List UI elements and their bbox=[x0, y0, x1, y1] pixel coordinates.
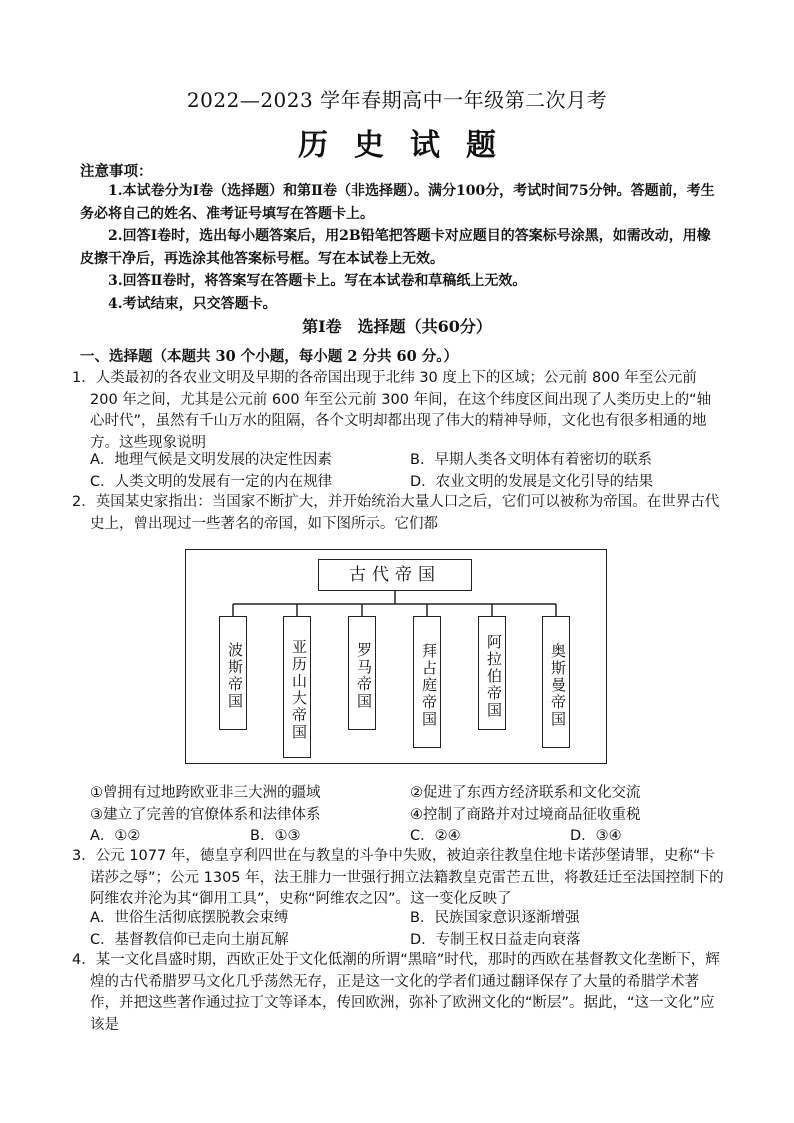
subject-title: 历史试题 bbox=[298, 128, 522, 163]
statement-4: ④控制了商路并对过境商品征收重税 bbox=[410, 806, 641, 823]
option-b: B．民族国家意识逐渐增强 bbox=[410, 910, 580, 926]
option-a: A．世俗生活彻底摆脱教会束缚 bbox=[90, 910, 289, 926]
notice-heading: 注意事项： bbox=[80, 163, 153, 180]
option-b: B．①③ bbox=[250, 828, 301, 844]
question-1-options bbox=[90, 450, 730, 493]
question-2-statements bbox=[90, 783, 730, 848]
empire-persia: 波斯帝国 bbox=[219, 616, 247, 730]
statement-3: ③建立了完善的官僚体系和法律体系 bbox=[90, 806, 321, 823]
notice-item: 4.考试结束，只交答题卡。 bbox=[108, 295, 277, 312]
notice-list bbox=[80, 180, 720, 315]
option-c: C．基督教信仰已走向土崩瓦解 bbox=[90, 931, 289, 948]
option-c: C．②④ bbox=[410, 828, 461, 844]
option-a: A．地理气候是文明发展的决定性因素 bbox=[90, 452, 332, 468]
empire-ottoman: 奥斯曼帝国 bbox=[542, 616, 570, 748]
option-b: B．早期人类各文明体有着密切的联系 bbox=[410, 452, 652, 468]
empire-rome: 罗马帝国 bbox=[348, 616, 376, 730]
notice-item: 3.回答Ⅱ卷时，将答案写在答题卡上。写在本试卷和草稿纸上无效。 bbox=[108, 273, 527, 289]
question-stem: 2．英国某史家指出：当国家不断扩大，并开始统治大量人口之后，它们可以被称为帝国。在世界古代史上，曾出现过一些著名的帝国，如下图所示。它们都 bbox=[72, 494, 720, 532]
question-stem: 3．公元 1077 年，德皇亨利四世在与教皇的斗争中失败，被迫亲往教皇住地卡诺莎堡请罪，史称“卡诺莎之辱”；公元 1305 年，法王腓力一世强行拥立法籍教皇克雷芒五世，将教廷迁至法国控制下的阿维农并沦为其“御用工具”，史称“阿维农之囚”。这一变化反映了 bbox=[72, 848, 724, 907]
notice-item: 1.本试卷分为Ⅰ卷（选择题）和第Ⅱ卷（非选择题）。满分100分，考试时间75分钟。答题前，考生务必将自己的姓名、准考证号填写在答题卡上。 bbox=[80, 183, 715, 222]
option-d: D．农业文明的发展是文化引导的结果 bbox=[410, 473, 654, 490]
option-a: A．①② bbox=[90, 828, 141, 844]
question-1 bbox=[72, 368, 724, 454]
diagram-root: 古代帝国 bbox=[318, 559, 472, 591]
question-stem: 4．某一文化昌盛时期，西欧正处于文化低潮的所谓“黑暗”时代，那时的西欧在基督教文化垄断下，辉煌的古代希腊罗马文化几乎荡然无存，正是这一文化的学者们通过翻译保存了大量的希腊学术著作，并把这些著作通过拉丁文等译本，传回欧洲，弥补了欧洲文化的“断层”。据此，“这一文化”应该是 bbox=[72, 952, 720, 1033]
part-title: 第Ⅰ卷 选择题（共60分） bbox=[302, 317, 492, 336]
section-heading: 一、选择题（本题共 30 个小题，每小题 2 分共 60 分。） bbox=[80, 348, 458, 365]
statement-2: ②促进了东西方经济联系和文化交流 bbox=[410, 785, 641, 801]
question-3 bbox=[72, 846, 724, 911]
option-d: D．专制王权日益走向衰落 bbox=[410, 931, 581, 948]
option-d: D．③④ bbox=[570, 828, 622, 844]
empire-alexander: 亚历山大帝国 bbox=[283, 616, 311, 758]
empire-arab: 阿拉伯帝国 bbox=[478, 616, 506, 730]
question-stem: 1．人类最初的各农业文明及早期的各帝国出现于北纬 30 度上下的区域；公元前 800 年至公元前 200 年之间，尤其是公元前 600 年至公元前 300 年间，在这个纬度区间出现了人类历史上的“轴心时代”，虽然有千山万水的阻隔，各个文明却都出现了伟大的精神导师，文化也有很多相通的地方。这些现象说明 bbox=[72, 370, 712, 451]
empire-byzantine: 拜占庭帝国 bbox=[413, 616, 441, 748]
statement-1: ①曾拥有过地跨欧亚非三大洲的疆域 bbox=[90, 785, 321, 801]
notice-item: 2.回答Ⅰ卷时，选出每小题答案后，用2B铅笔把答题卡对应题目的答案标号涂黑，如需改动，用橡皮擦干净后，再选涂其他答案标号框。写在本试卷上无效。 bbox=[80, 228, 711, 267]
exam-title: 2022—2023 学年春期高中一年级第二次月考 bbox=[186, 88, 608, 112]
option-c: C．人类文明的发展有一定的内在规律 bbox=[90, 473, 333, 490]
empire-diagram bbox=[185, 549, 607, 764]
question-4 bbox=[72, 950, 724, 1036]
question-2 bbox=[72, 492, 724, 535]
question-3-options bbox=[90, 908, 730, 951]
